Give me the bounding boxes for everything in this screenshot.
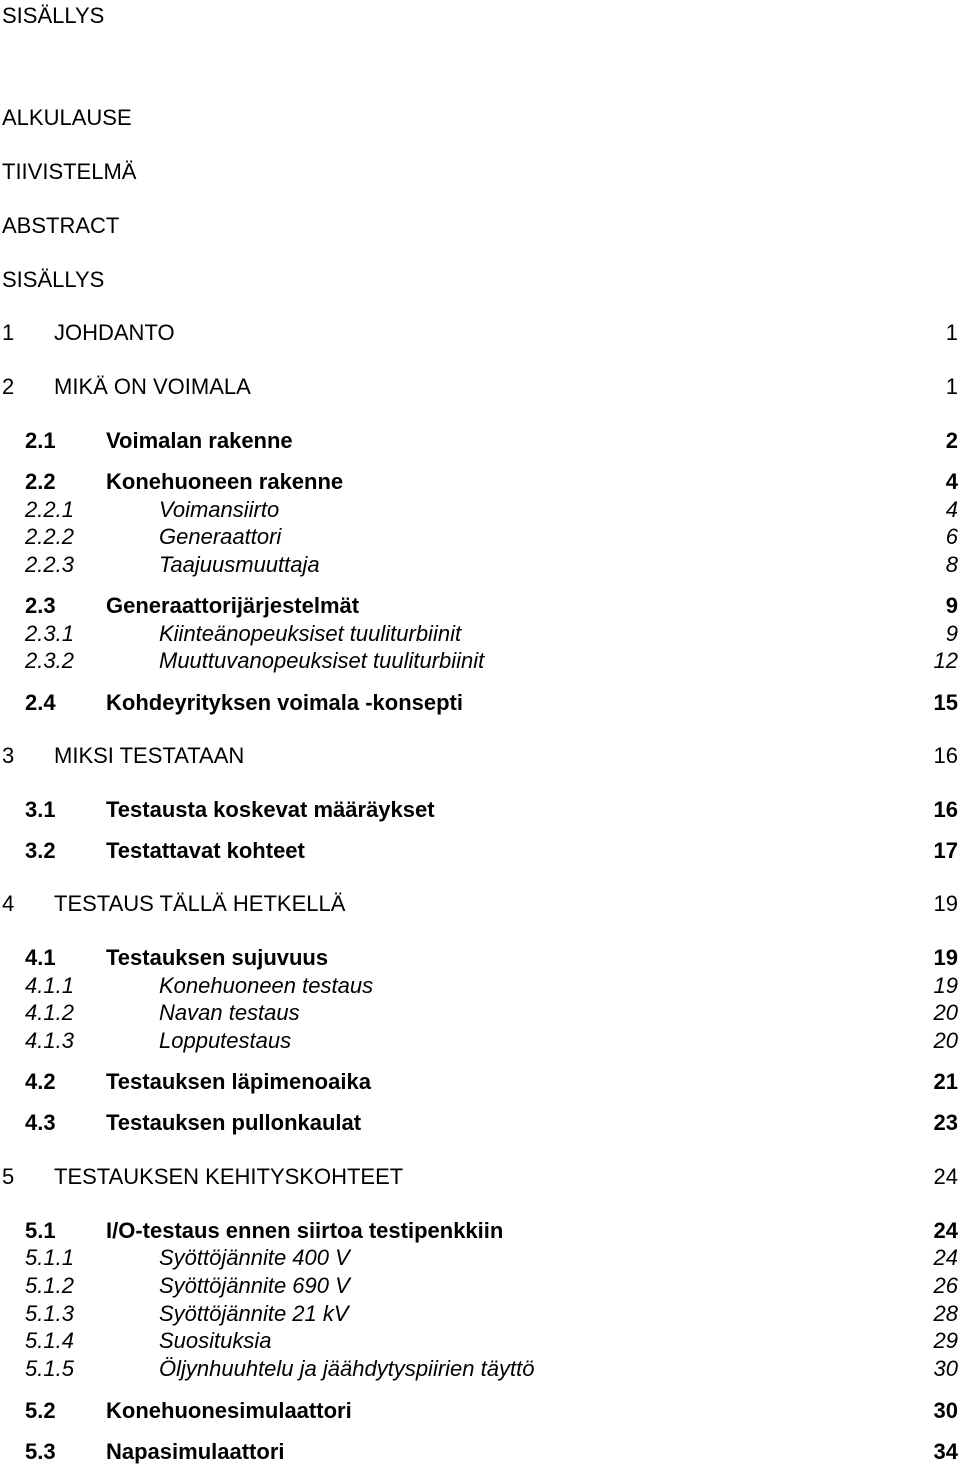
toc-entry-page-number: 1: [945, 320, 958, 345]
toc-entry[interactable]: [0, 1438, 960, 1466]
toc-entry-page-number: 1: [945, 374, 958, 399]
toc-entry-page-number: 6: [945, 524, 958, 549]
toc-entry[interactable]: [0, 689, 960, 717]
toc-entry[interactable]: [0, 742, 960, 770]
toc-entry-title: Testauksen sujuvuus: [106, 945, 329, 970]
toc-entry-page-number: 20: [933, 1000, 958, 1025]
front-matter-abstract[interactable]: ABSTRACT: [2, 213, 120, 238]
toc-entry-page-number: 15: [933, 690, 958, 715]
toc-entry-title: MIKSI TESTATAAN: [54, 743, 245, 768]
toc-entry-number: 2.4: [25, 690, 56, 715]
toc-entry-page-number: 30: [933, 1398, 958, 1423]
toc-entry-number: 5.3: [25, 1439, 56, 1464]
toc-entry[interactable]: [0, 319, 960, 347]
toc-entry[interactable]: [0, 837, 960, 865]
toc-entry-number: 2.3: [25, 593, 56, 618]
toc-entry-title: Konehuoneen testaus: [159, 973, 374, 998]
toc-entry-number: 2: [2, 374, 15, 399]
toc-entry[interactable]: [0, 373, 960, 401]
toc-entry-title: Konehuoneen rakenne: [106, 469, 344, 494]
toc-entry-number: 5.1.5: [25, 1356, 74, 1381]
toc-entry[interactable]: [0, 972, 960, 1000]
toc-entry-title: MIKÄ ON VOIMALA: [54, 374, 251, 399]
toc-entry-title: I/O-testaus ennen siirtoa testipenkkiin: [106, 1218, 504, 1243]
toc-entry-number: 5.1.1: [25, 1245, 74, 1270]
toc-entry-title: Kohdeyrityksen voimala -konsepti: [106, 690, 463, 715]
toc-entry-page-number: 24: [933, 1164, 958, 1189]
front-matter-sisallys[interactable]: SISÄLLYS: [2, 267, 105, 292]
toc-entry[interactable]: [0, 551, 960, 579]
toc-entry[interactable]: [0, 999, 960, 1027]
toc-entry-number: 4.1.1: [25, 973, 74, 998]
toc-entry-title: Taajuusmuuttaja: [159, 552, 320, 577]
toc-entry[interactable]: [0, 647, 960, 675]
toc-entry-title: JOHDANTO: [54, 320, 175, 345]
toc-entry-title: Voimansiirto: [159, 497, 280, 522]
toc-entry-title: Testauksen pullonkaulat: [106, 1110, 362, 1135]
toc-entry-title: Kiinteänopeuksiset tuuliturbiinit: [159, 621, 462, 646]
toc-entry-page-number: 4: [945, 497, 958, 522]
toc-entry-title: Suosituksia: [159, 1328, 272, 1353]
toc-entry-number: 4.1.2: [25, 1000, 74, 1025]
toc-entry-page-number: 29: [933, 1328, 958, 1353]
toc-entry[interactable]: [0, 1109, 960, 1137]
toc-entry-title: Generaattori: [159, 524, 282, 549]
toc-entry[interactable]: [0, 1027, 960, 1055]
toc-entry-number: 5.2: [25, 1398, 56, 1423]
toc-entry-number: 2.2.3: [25, 552, 74, 577]
toc-entry[interactable]: [0, 1068, 960, 1096]
toc-entry-number: 2.2.2: [25, 524, 74, 549]
toc-entry-number: 2.2.1: [25, 497, 74, 522]
toc-entry-number: 4.3: [25, 1110, 56, 1135]
toc-entry-title: TESTAUKSEN KEHITYSKOHTEET: [54, 1164, 404, 1189]
toc-entry[interactable]: [0, 1327, 960, 1355]
toc-entry-page-number: 30: [933, 1356, 958, 1381]
toc-entry-title: Testauksen läpimenoaika: [106, 1069, 371, 1094]
toc-entry-page-number: 23: [933, 1110, 958, 1135]
toc-entry-number: 4.2: [25, 1069, 56, 1094]
toc-entry[interactable]: [0, 1163, 960, 1191]
toc-entry[interactable]: [0, 1300, 960, 1328]
toc-entry-title: Syöttöjännite 21 kV: [159, 1301, 349, 1326]
toc-entry-page-number: 16: [933, 797, 958, 822]
toc-entry-page-number: 4: [945, 469, 958, 494]
toc-entry-title: Navan testaus: [159, 1000, 300, 1025]
toc-entry-title: Konehuonesimulaattori: [106, 1398, 352, 1423]
toc-entry-number: 4.1.3: [25, 1028, 74, 1053]
toc-entry-page-number: 34: [933, 1439, 958, 1464]
toc-entry-page-number: 21: [933, 1069, 958, 1094]
toc-entry-title: Napasimulaattori: [106, 1439, 285, 1464]
toc-entry-number: 3: [2, 743, 15, 768]
toc-entry[interactable]: [0, 1217, 960, 1245]
toc-entry-number: 5.1.4: [25, 1328, 74, 1353]
toc-entry-number: 4: [2, 891, 15, 916]
toc-entry-page-number: 19: [933, 891, 958, 916]
toc-entry-number: 2.3.1: [25, 621, 74, 646]
toc-entry-page-number: 9: [945, 593, 958, 618]
toc-entry-number: 5: [2, 1164, 15, 1189]
front-matter-alkulause[interactable]: ALKULAUSE: [2, 105, 132, 130]
toc-entry-page-number: 17: [933, 838, 958, 863]
toc-entry[interactable]: [0, 427, 960, 455]
toc-entry[interactable]: [0, 496, 960, 524]
toc-entry-page-number: 19: [933, 945, 958, 970]
toc-entry-page-number: 26: [933, 1273, 958, 1298]
front-matter-tiivistelma[interactable]: TIIVISTELMÄ: [2, 159, 137, 184]
toc-entry[interactable]: [0, 1397, 960, 1425]
toc-entry-number: 2.2: [25, 469, 56, 494]
toc-entry-number: 5.1.2: [25, 1273, 74, 1298]
toc-entry[interactable]: [0, 592, 960, 620]
toc-entry[interactable]: [0, 1272, 960, 1300]
toc-entry[interactable]: [0, 944, 960, 972]
toc-entry-page-number: 19: [933, 973, 958, 998]
toc-entry-number: 2.3.2: [25, 648, 74, 673]
toc-entry-title: Öljynhuuhtelu ja jäähdytyspiirien täyttö: [159, 1356, 535, 1381]
toc-entry[interactable]: [0, 796, 960, 824]
toc-entry-number: 2.1: [25, 428, 56, 453]
toc-entry[interactable]: [0, 620, 960, 648]
toc-entry-page-number: 12: [933, 648, 958, 673]
toc-entry-title: Voimalan rakenne: [106, 428, 293, 453]
toc-entry-page-number: 24: [933, 1218, 958, 1243]
toc-entry-title: Lopputestaus: [159, 1028, 292, 1053]
toc-entry[interactable]: [0, 1244, 960, 1272]
toc-entry[interactable]: [0, 523, 960, 551]
toc-entry-number: 5.1: [25, 1218, 56, 1243]
toc-entry-title: Generaattorijärjestelmät: [106, 593, 360, 618]
toc-entry-title: Syöttöjännite 400 V: [159, 1245, 350, 1270]
page-title: SISÄLLYS: [2, 3, 105, 28]
toc-entry-number: 3.1: [25, 797, 56, 822]
toc-entry-title: TESTAUS TÄLLÄ HETKELLÄ: [54, 891, 346, 916]
toc-entry-title: Muuttuvanopeuksiset tuuliturbiinit: [159, 648, 485, 673]
toc-entry-title: Testausta koskevat määräykset: [106, 797, 435, 822]
toc-entry-page-number: 8: [945, 552, 958, 577]
toc-entry[interactable]: [0, 890, 960, 918]
toc-entry-page-number: 2: [945, 428, 958, 453]
toc-entry-page-number: 20: [933, 1028, 958, 1053]
toc-entry-page-number: 24: [933, 1245, 958, 1270]
toc-entry-page-number: 16: [933, 743, 958, 768]
toc-entry-number: 1: [2, 320, 15, 345]
toc-entry-page-number: 28: [933, 1301, 958, 1326]
toc-entry-title: Syöttöjännite 690 V: [159, 1273, 350, 1298]
toc-entry-page-number: 9: [945, 621, 958, 646]
toc-entry-title: Testattavat kohteet: [106, 838, 305, 863]
toc-entry[interactable]: [0, 468, 960, 496]
toc-entry-number: 3.2: [25, 838, 56, 863]
toc-entry-number: 4.1: [25, 945, 56, 970]
toc-entry[interactable]: [0, 1355, 960, 1383]
toc-entry-number: 5.1.3: [25, 1301, 74, 1326]
